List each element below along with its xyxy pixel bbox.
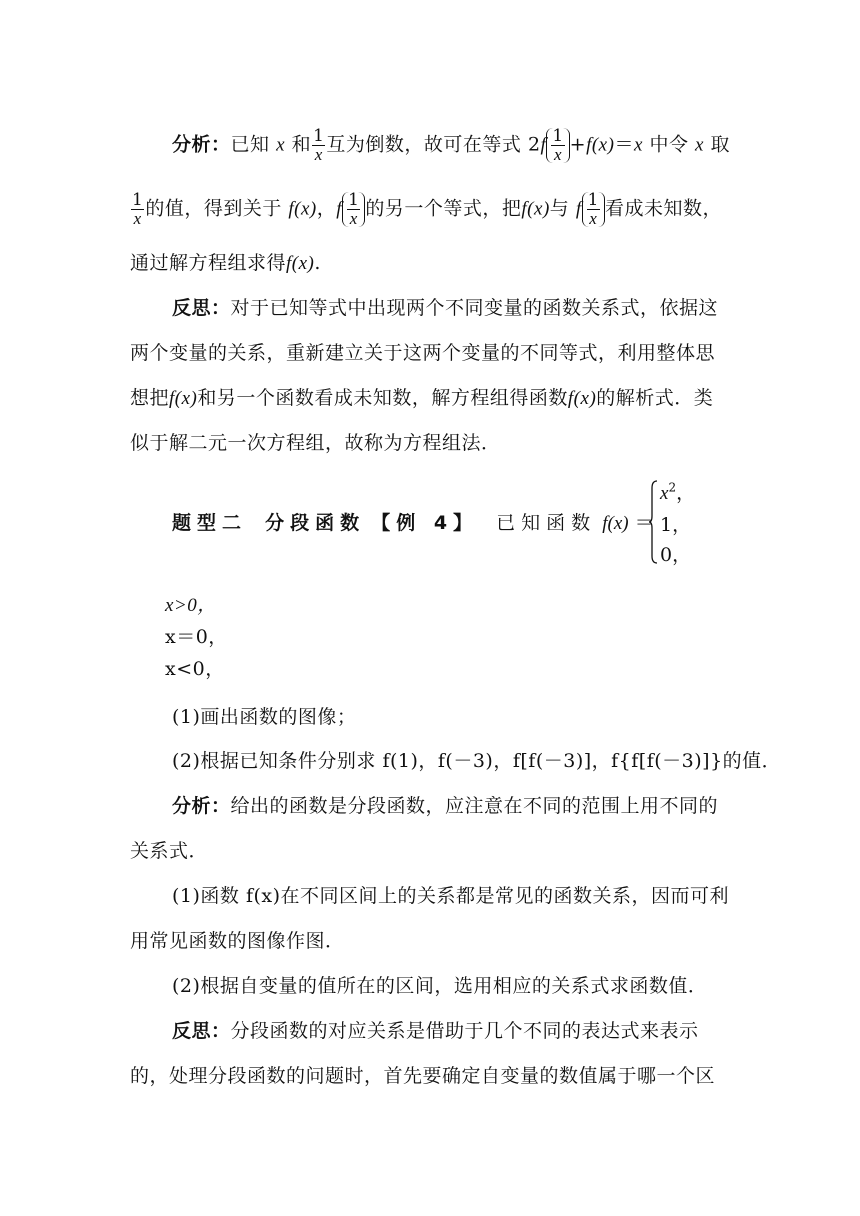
- reflection-label: 反思：: [172, 297, 231, 319]
- func-f: f: [336, 198, 343, 220]
- var-x: x: [695, 134, 704, 156]
- section-heading: [172, 508, 654, 535]
- text: (1)画出函数的图像；: [172, 706, 357, 728]
- section-name: 分段函数: [265, 512, 366, 534]
- func-f: f: [575, 198, 582, 220]
- frac-den: x: [589, 209, 598, 228]
- piecewise-cases: [648, 478, 708, 564]
- text: x>0，: [165, 595, 217, 616]
- text: 已知函数: [496, 512, 597, 534]
- text: 给出的函数是分段函数，应注意在不同的范围上用不同的: [230, 795, 719, 817]
- example-number: 【例 4】: [371, 512, 479, 534]
- text: 与: [549, 197, 570, 220]
- case-3-expr: 0，: [660, 544, 692, 566]
- fraction-1-over-x: [131, 192, 144, 227]
- text: .: [314, 252, 321, 274]
- reflection-line-4: [130, 428, 730, 458]
- text: 用常见函数的图像作图．: [130, 930, 345, 952]
- text: ＝: [614, 133, 634, 156]
- fx: f(x): [586, 134, 615, 156]
- reflection2-line-1: [172, 1016, 772, 1046]
- text: 想把: [130, 387, 170, 409]
- text: 的值，得到关于: [145, 197, 282, 220]
- fraction-1-over-x: [312, 128, 325, 163]
- reflection2-line-2: [130, 1061, 730, 1091]
- fx: f(x): [567, 388, 597, 409]
- analysis2-line-3: [172, 881, 772, 911]
- fx: f(x): [521, 198, 550, 220]
- fraction-1-over-x: [587, 192, 600, 227]
- text: 的，处理分段函数的问题时，首先要确定自变量的数值属于哪一个区: [130, 1065, 716, 1087]
- text: 看成未知数，: [604, 197, 722, 220]
- text: 的另一个等式，把: [365, 197, 522, 220]
- analysis2-line-4: [130, 926, 730, 956]
- text: 通过解方程组求得: [130, 252, 287, 274]
- condition-3: [165, 654, 765, 684]
- analysis-line-2: [130, 192, 730, 227]
- text: (2)根据自变量的值所在的区间，选用相应的关系式求函数值．: [172, 975, 708, 997]
- condition-2: [165, 622, 765, 652]
- text: x＝0，: [165, 626, 228, 648]
- fx: f(x): [169, 388, 198, 409]
- section-type: 题型二: [172, 512, 248, 534]
- text: 中令: [649, 133, 689, 156]
- fraction-1-over-x: [551, 128, 564, 163]
- text: 的解析式．类: [596, 387, 714, 409]
- text: 对于已知等式中出现两个不同变量的函数关系式，依据这: [230, 297, 719, 319]
- text: (2)根据已知条件分别求 f(1)，f(－3)，f[f(－3)]，f{f[f(－3)]}的值．: [172, 750, 782, 772]
- reflection-line-1: [172, 293, 772, 323]
- fraction-1-over-x: [347, 192, 360, 227]
- case-2-expr: 1，: [660, 514, 692, 536]
- var-x: x: [660, 483, 669, 504]
- var-x: x: [276, 134, 286, 156]
- text: +: [569, 133, 587, 156]
- var-x: x: [633, 134, 643, 156]
- reflection-line-2: [130, 338, 730, 368]
- case-1-expr: [660, 478, 695, 505]
- text: 分段函数的对应关系是借助于几个不同的表达式来表示: [230, 1020, 699, 1042]
- text: ，: [316, 197, 337, 220]
- text: 互为倒数，故可在等式 2: [326, 133, 541, 156]
- analysis-line-1: [172, 128, 772, 163]
- frac-num: 1: [313, 126, 325, 146]
- fx: f(x): [286, 253, 315, 274]
- text: ＝: [634, 512, 654, 534]
- text: 和另一个函数看成未知数，解方程组得函数: [197, 387, 568, 409]
- analysis2-line-5: [172, 971, 772, 1001]
- condition-1: [165, 590, 765, 621]
- text: 和: [291, 133, 312, 156]
- text: 两个变量的关系，重新建立关于这两个变量的不同等式，利用整体思: [130, 342, 716, 364]
- text: (1)函数 f(x)在不同区间上的关系都是常见的函数关系，因而可利: [172, 885, 730, 907]
- paren-fraction: [582, 192, 605, 227]
- paren-fraction: [342, 192, 365, 227]
- question-2: [172, 746, 782, 776]
- text: 取: [710, 133, 731, 156]
- superscript: 2: [668, 480, 677, 495]
- frac-num: 1: [132, 190, 144, 210]
- text: 似于解二元一次方程组，故称为方程组法．: [130, 432, 501, 454]
- analysis-label: 分析：: [172, 795, 231, 817]
- text: 关系式．: [130, 840, 209, 862]
- frac-den: x: [133, 209, 142, 228]
- reflection-label: 反思：: [172, 1020, 231, 1042]
- func-f: f: [540, 134, 547, 156]
- reflection-line-3: [130, 383, 730, 414]
- analysis2-line-2: [130, 836, 730, 866]
- frac-den: x: [349, 209, 358, 228]
- analysis-label: 分析：: [172, 133, 231, 156]
- frac-num: 1: [587, 190, 599, 210]
- frac-den: x: [314, 145, 323, 164]
- frac-num: 1: [552, 126, 564, 146]
- text: 已知: [230, 133, 270, 156]
- analysis2-line-1: [172, 791, 772, 821]
- paren-fraction: [546, 128, 569, 163]
- question-1: [172, 702, 772, 732]
- frac-den: x: [553, 145, 563, 164]
- text: x<0，: [165, 658, 225, 680]
- text: ，: [676, 482, 696, 504]
- analysis-line-3: [130, 248, 730, 279]
- left-brace-icon: [648, 480, 658, 564]
- fx: f(x): [602, 513, 629, 534]
- frac-num: 1: [348, 190, 360, 210]
- fx: f(x): [288, 198, 317, 220]
